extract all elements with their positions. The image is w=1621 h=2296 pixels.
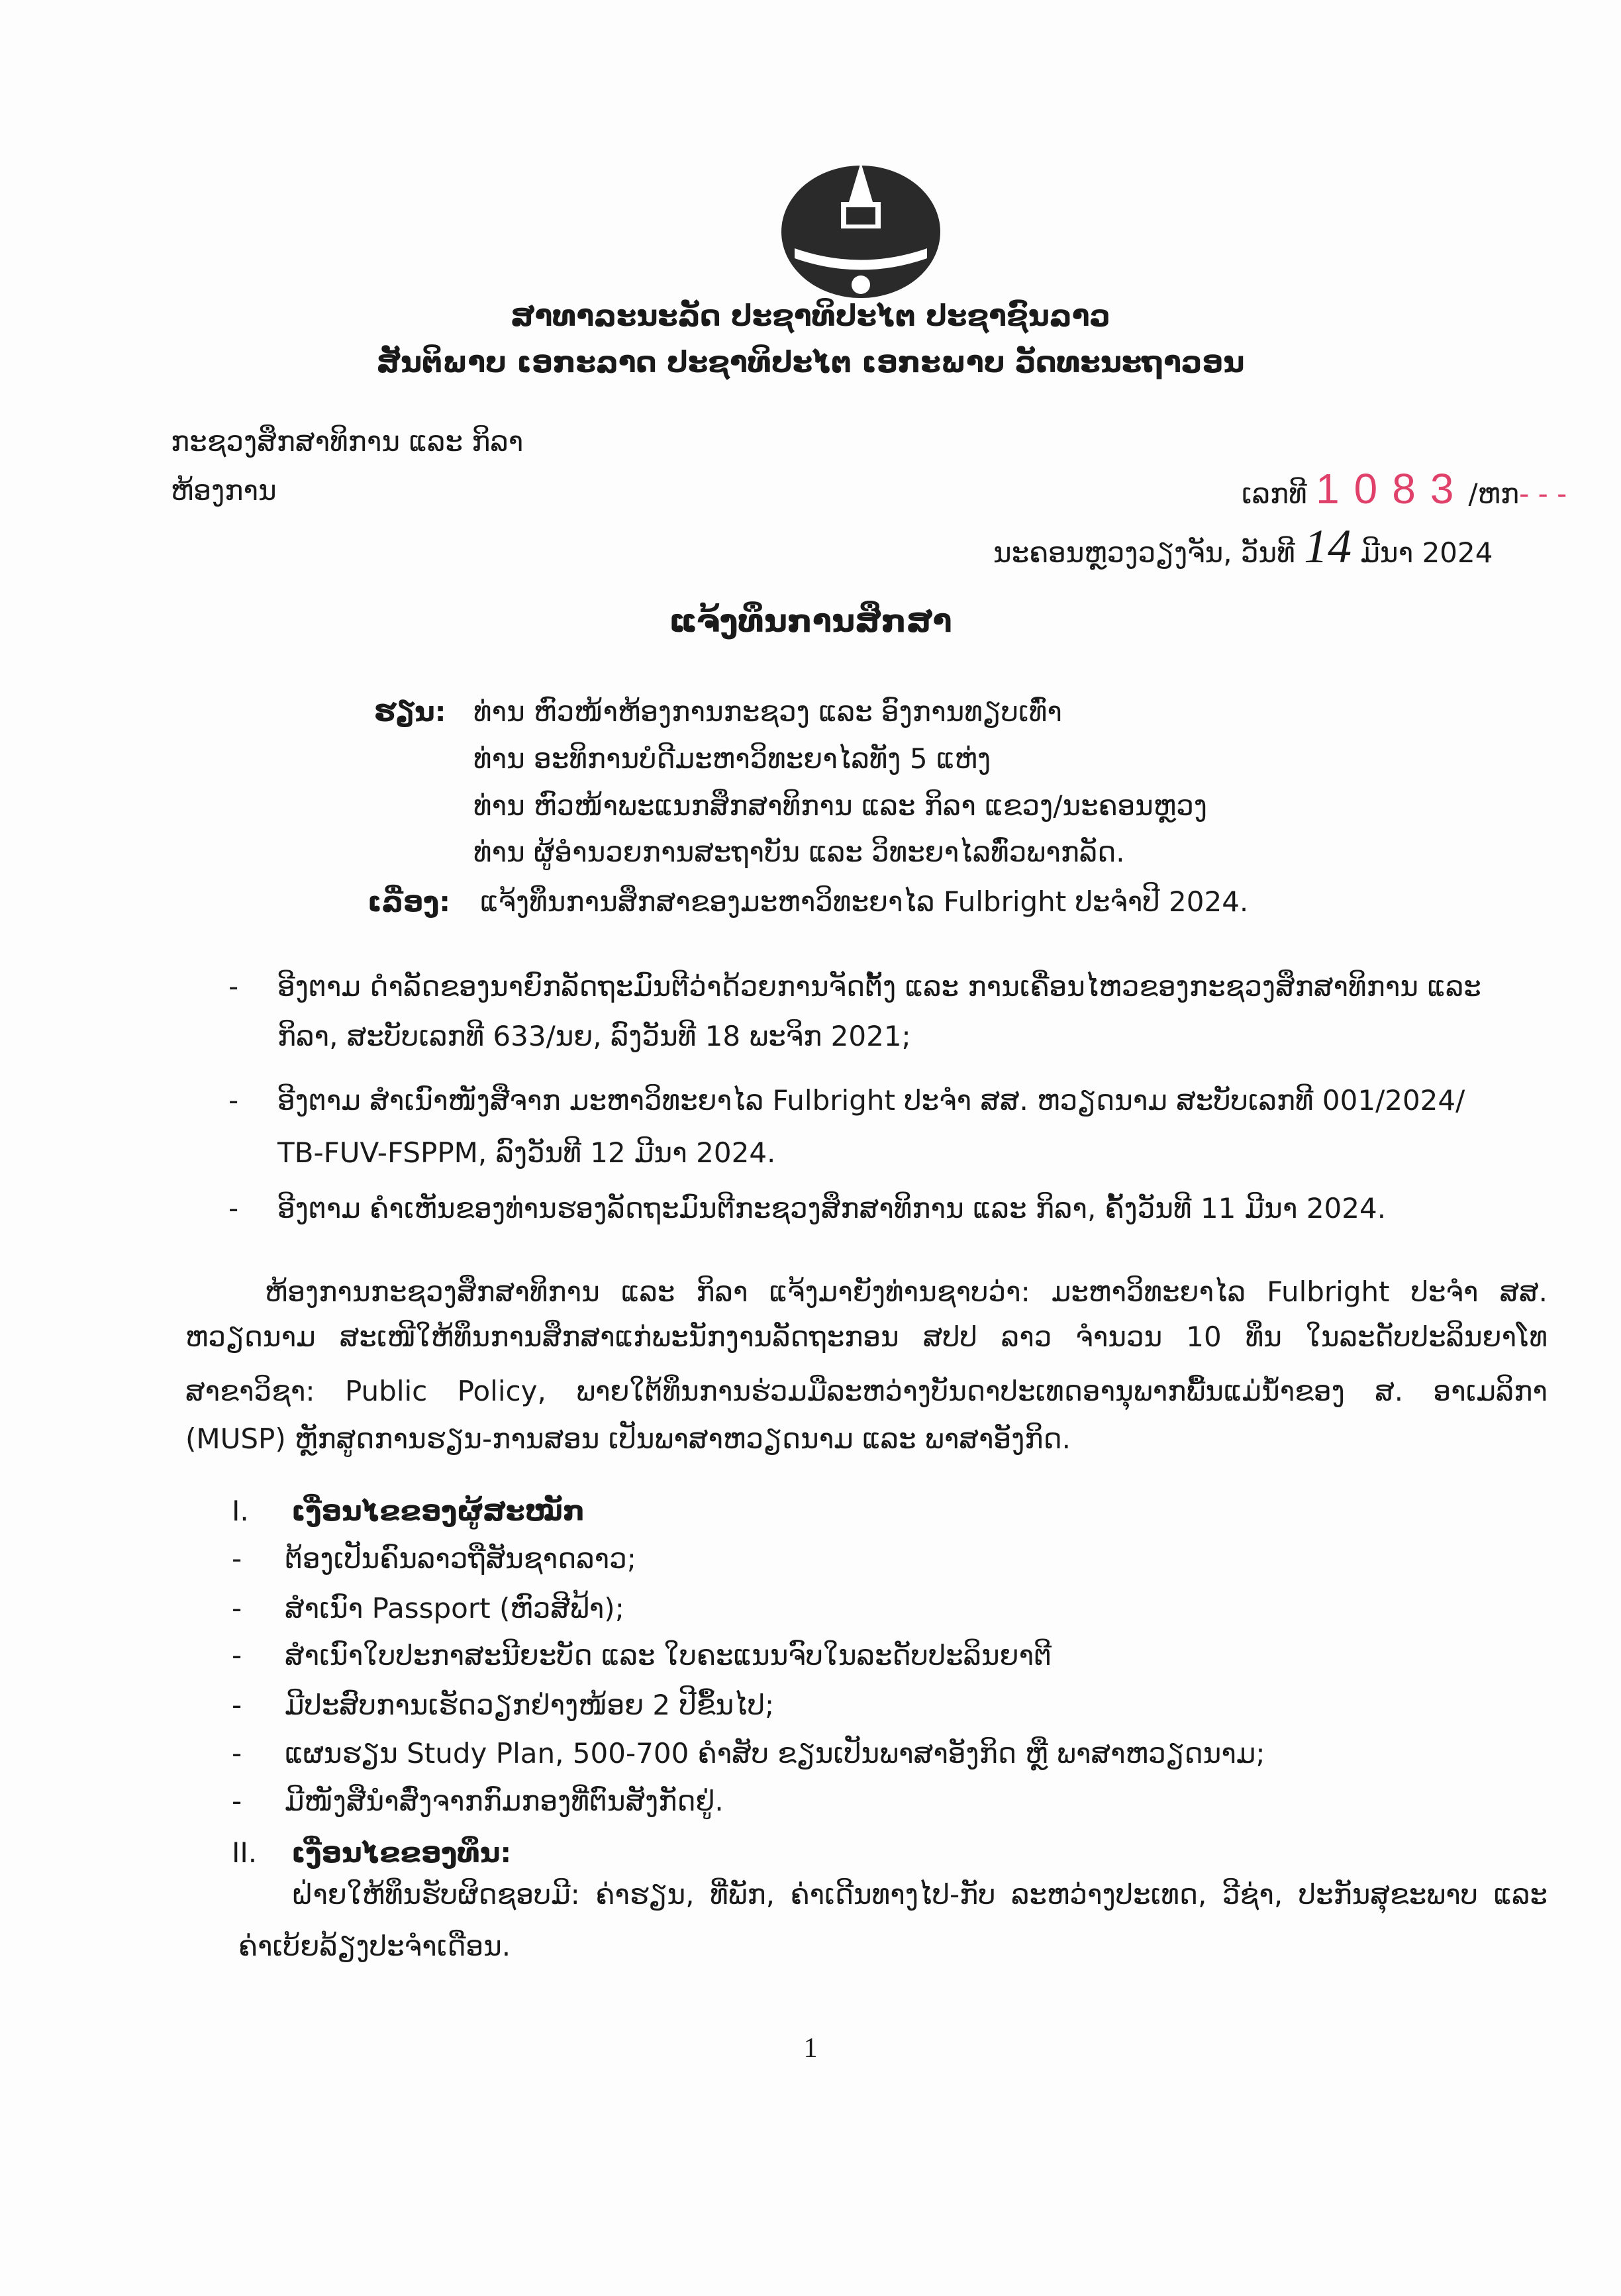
requirement-item: ມີປະສົບການເຮັດວຽກຢ່າງໜ້ອຍ 2 ປີຂຶ້ນໄປ;: [285, 1689, 775, 1721]
reference-line: ອີງຕາມ ດຳລັດຂອງນາຍົກລັດຖະມົນຕີວ່າດ້ວຍການຈັດຕັ້ງ ແລະ ການເຄື່ອນໄຫວຂອງກະຊວງສຶກສາທິການ ແລະ: [277, 970, 1481, 1003]
section-number: I.: [232, 1495, 249, 1527]
office-name: ຫ້ອງການ: [171, 474, 277, 507]
body-line: ສາຂາວິຊາ: Public Policy, ພາຍໃຕ້ທຶນການຮ່ວມມືລະຫວ່າງບັນດາປະເທດອານຸພາກພື້ນແມ່ນ້ຳຂອງ ສ. ອາເມລິກາ: [185, 1375, 1547, 1407]
ministry-name: ກະຊວງສຶກສາທິການ ແລະ ກິລາ: [171, 425, 524, 458]
requirement-item: ມີໜັງສືນຳສົ່ງຈາກກົມກອງທີ່ຕົນສັງກັດຢູ່.: [285, 1785, 724, 1817]
requirement-item: ສຳເນົາ Passport (ຫົວສີຟ້າ);: [285, 1592, 624, 1624]
national-motto: ສັນຕິພາບ ເອກະລາດ ປະຊາທິປະໄຕ ເອກະພາບ ວັດທະນະຖາວອນ: [376, 346, 1245, 379]
requirement-item: ແຜນຮຽນ Study Plan, 500-700 ຄຳສັບ ຂຽນເປັນພາສາອັງກິດ ຫຼື ພາສາຫວຽດນາມ;: [285, 1737, 1265, 1770]
reference-line: TB-FUV-FSPPM, ລົງວັນທີ 12 ມີນາ 2024.: [277, 1136, 776, 1169]
number-suffix: /ຫກ: [1468, 477, 1520, 510]
date-prefix: ນະຄອນຫຼວງວຽງຈັນ, ວັນທີ: [993, 536, 1295, 569]
subject-text: ແຈ້ງທຶນການສຶກສາຂອງມະຫາວິທະຍາໄລ Fulbright ປະຈຳປີ 2024.: [480, 885, 1249, 918]
section-title: ເງື່ອນໄຂຂອງທຶນ:: [291, 1836, 512, 1869]
body-line: ຄ່າເບ້ຍລ້ຽງປະຈຳເດືອນ.: [238, 1930, 511, 1962]
to-label: ຮຽນ:: [374, 695, 446, 728]
date-month-year: ມີນາ 2024: [1360, 536, 1493, 569]
recipient-line: ທ່ານ ຫົວໜ້າພະແນກສຶກສາທິການ ແລະ ກິລາ ແຂວງ/ນະຄອນຫຼວງ: [473, 789, 1208, 822]
requirement-item: ສຳເນົາໃບປະກາສະນີຍະບັດ ແລະ ໃບຄະແນນຈົບໃນລະດັບປະລິນຍາຕີ: [285, 1639, 1052, 1672]
number-label: ເລກທີ: [1242, 477, 1307, 510]
requirement-item: ຕ້ອງເປັນຄົນລາວຖືສັນຊາດລາວ;: [285, 1542, 636, 1575]
body-line: ຫ້ອງການກະຊວງສຶກສາທິການ ແລະ ກິລາ ແຈ້ງມາຍັງທ່ານຊາບວ່າ: ມະຫາວິທະຍາໄລ Fulbright ປະຈຳ ສສ.: [265, 1275, 1547, 1308]
date-day-handwritten: 14: [1304, 520, 1352, 573]
document-date: [993, 518, 1493, 575]
reference-line: ອີງຕາມ ສຳເນົາໜັງສືຈາກ ມະຫາວິທະຍາໄລ Fulbright ປະຈຳ ສສ. ຫວຽດນາມ ສະບັບເລກທີ 001/2024/: [277, 1084, 1465, 1117]
reference-line: ອີງຕາມ ຄຳເຫັນຂອງທ່ານຮອງລັດຖະມົນຕີກະຊວງສຶກສາທິການ ແລະ ກິລາ, ຄັ້ງວັນທີ 11 ມີນາ 2024.: [277, 1192, 1387, 1224]
recipient-line: ທ່ານ ອະທິການບໍດີມະຫາວິທະຍາໄລທັງ 5 ແຫ່ງ: [473, 742, 991, 775]
page-number: 1: [803, 2033, 818, 2064]
national-emblem: [768, 156, 954, 301]
country-name: ສາທາລະນະລັດ ປະຊາທິປະໄຕ ປະຊາຊົນລາວ: [511, 299, 1110, 333]
recipient-line: ທ່ານ ຜູ້ອຳນວຍການສະຖາບັນ ແລະ ວິທະຍາໄລທົ່ວພາກລັດ.: [473, 836, 1125, 868]
subject-label: ເລື່ອງ:: [368, 885, 451, 918]
section-number: II.: [232, 1836, 258, 1869]
body-line: ຝ່າຍໃຫ້ທຶນຮັບຜິດຊອບມີ: ຄ່າຮຽນ, ທີ່ພັກ, ຄ່າເດີນທາງໄປ-ກັບ ລະຫວ່າງປະເທດ, ວີຊ່າ, ປະກັນສຸຂະພາບ ແລະ: [291, 1878, 1547, 1911]
body-line: (MUSP) ຫຼັກສູດການຮຽນ-ການສອນ ເປັນພາສາຫວຽດນາມ ແລະ ພາສາອັງກິດ.: [185, 1423, 1071, 1455]
recipient-line: ທ່ານ ຫົວໜ້າຫ້ອງການກະຊວງ ແລະ ອົງການທຽບເທົ່າ: [473, 695, 1062, 728]
reference-line: ກິລາ, ສະບັບເລກທີ 633/ນຍ, ລົງວັນທີ 18 ພະຈິກ 2021;: [277, 1020, 911, 1052]
number-stamp: 1083: [1316, 465, 1469, 513]
document-title: ແຈ້ງທຶນການສຶກສາ: [669, 603, 952, 640]
body-line: ຫວຽດນາມ ສະເໜີໃຫ້ທຶນການສຶກສາແກ່ພະນັກງານລັດຖະກອນ ສປປ ລາວ ຈຳນວນ 10 ທຶນ ໃນລະດັບປະລິນຍາໂທ: [185, 1321, 1547, 1353]
section-title: ເງື່ອນໄຂຂອງຜູ້ສະໝັກ: [291, 1495, 585, 1527]
document-number: ເລກທີ 1083/ຫກ- - -: [1242, 465, 1567, 513]
